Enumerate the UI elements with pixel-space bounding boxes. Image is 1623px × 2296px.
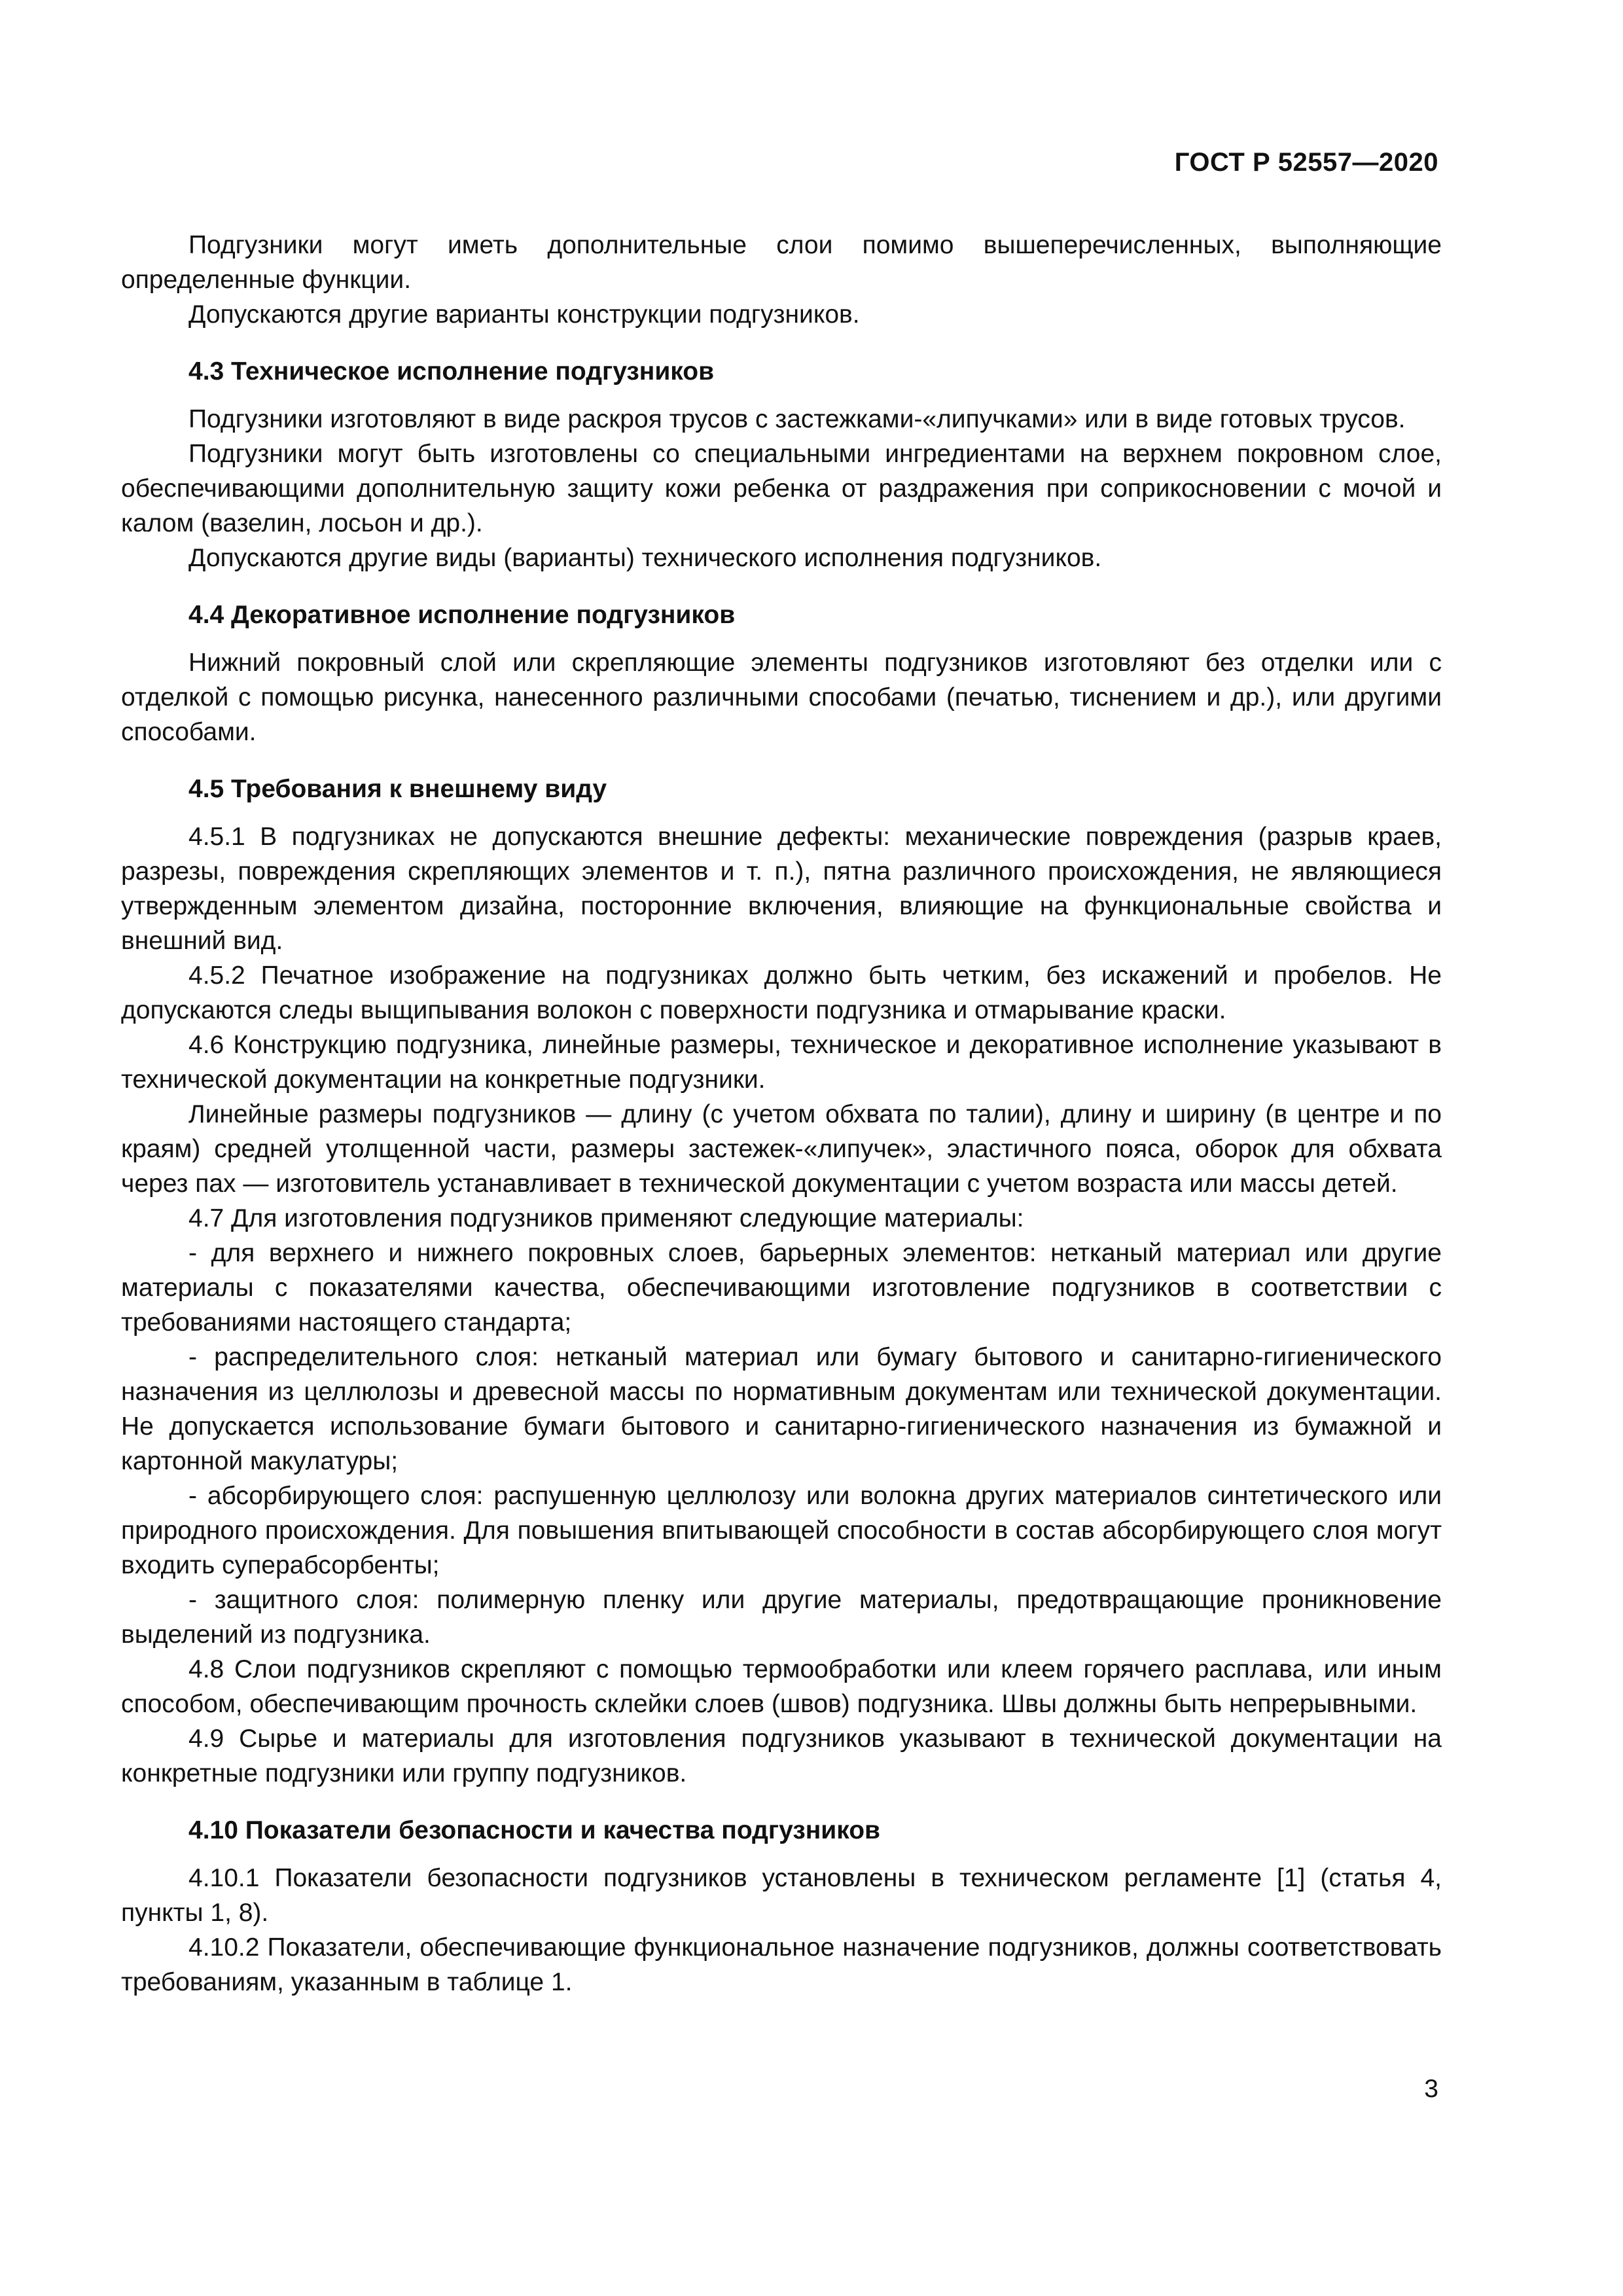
paragraph-4-9: 4.9 Сырье и материалы для изготовления подгузников указывают в технической документации на конкретные подгузники или группу подгузников. <box>121 1725 1442 1787</box>
section-heading-4-10: 4.10 Показатели безопасности и качества подгузников <box>188 1816 881 1844</box>
paragraph-4-8: 4.8 Слои подгузников скрепляют с помощью термообработки или клеем горячего расплава, или иным способом, обеспечивающим прочность склейки слоев (швов) подгузника. Швы должны быть непрерывными. <box>121 1655 1442 1718</box>
list-item-protective-layer: - защитного слоя: полимерную пленку или другие материалы, предотвращающие проникновение выделений из подгузника. <box>121 1586 1442 1649</box>
section-heading-4-4: 4.4 Декоративное исполнение подгузников <box>188 601 736 629</box>
document-header-standard-number: ГОСТ Р 52557—2020 <box>1174 148 1438 177</box>
section-heading-4-5: 4.5 Требования к внешнему виду <box>188 775 607 803</box>
paragraph-4-3-cut-forms: Подгузники изготовляют в виде раскроя трусов с застежками-«липучками» или в виде готовых трусов. <box>188 405 1406 433</box>
paragraph-4-3-other-variants: Допускаются другие виды (варианты) технического исполнения подгузников. <box>188 544 1102 572</box>
list-item-distribution-layer: - распределительного слоя: нетканый материал или бумагу бытового и санитарно-гигиенического назначения из целлюлозы и древесной массы по нормативным документам или технической документации. Не допускается использование бумаги бытового и санитарно-гигиенического назначения из бумажной и картонной макулатуры; <box>121 1343 1442 1475</box>
section-heading-4-3: 4.3 Техническое исполнение подгузников <box>188 357 715 386</box>
paragraph-4-5-2: 4.5.2 Печатное изображение на подгузниках должно быть четким, без искажений и пробелов. Не допускаются следы выщипывания волокон с поверхности подгузника и отмарывание краски. <box>121 961 1442 1024</box>
paragraph-extra-layers: Подгузники могут иметь дополнительные слои помимо вышеперечисленных, выполняющие определенные функции. <box>121 231 1442 294</box>
paragraph-4-4-decoration: Нижний покровный слой или скрепляющие элементы подгузников изготовляют без отделки или с отделкой с помощью рисунка, нанесенного различными способами (печатью, тиснением и др.), или другими способами. <box>121 649 1442 746</box>
paragraph-4-10-2: 4.10.2 Показатели, обеспечивающие функциональное назначение подгузников, должны соответствовать требованиям, указанным в таблице 1. <box>121 1933 1442 1996</box>
paragraph-other-designs: Допускаются другие варианты конструкции подгузников. <box>188 300 860 329</box>
paragraph-4-3-ingredients: Подгузники могут быть изготовлены со специальными ингредиентами на верхнем покровном слое, обеспечивающими дополнительную защиту кожи ребенка от раздражения при соприкосновении с мочой и калом (вазелин, лосьон и др.). <box>121 440 1442 537</box>
list-item-absorbent-layer: - абсорбирующего слоя: распушенную целлюлозу или волокна других материалов синтетического или природного происхождения. Для повышения впитывающей способности в состав абсорбирующего слоя могут входить суперабсорбенты; <box>121 1482 1442 1579</box>
paragraph-4-7: 4.7 Для изготовления подгузников применяют следующие материалы: <box>188 1204 1024 1232</box>
page-number: 3 <box>1424 2075 1438 2103</box>
paragraph-4-10-1: 4.10.1 Показатели безопасности подгузников установлены в техническом регламенте [1] (статья 4, пункты 1, 8). <box>121 1864 1442 1927</box>
paragraph-4-6-dimensions: Линейные размеры подгузников — длину (с учетом обхвата по талии), длину и ширину (в центре и по краям) средней утолщенной части, размеры застежек-«липучек», эластичного пояса, оборок для обхвата через пах — изготовитель устанавливает в технической документации с учетом возраста или массы детей. <box>121 1100 1442 1198</box>
list-item-cover-layers: - для верхнего и нижнего покровных слоев, барьерных элементов: нетканый материал или другие материалы с показателями качества, обеспечивающими изготовление подгузников в соответствии с требованиями настоящего стандарта; <box>121 1239 1442 1336</box>
paragraph-4-5-1: 4.5.1 В подгузниках не допускаются внешние дефекты: механические повреждения (разрыв краев, разрезы, повреждения скрепляющих элементов и т. п.), пятна различного происхождения, не являющиеся утвержденным элементом дизайна, посторонние включения, влияющие на функциональные свойства и внешний вид. <box>121 823 1442 955</box>
document-body <box>121 228 1442 2000</box>
paragraph-4-6: 4.6 Конструкцию подгузника, линейные размеры, техническое и декоративное исполнение указывают в технической документации на конкретные подгузники. <box>121 1031 1442 1094</box>
